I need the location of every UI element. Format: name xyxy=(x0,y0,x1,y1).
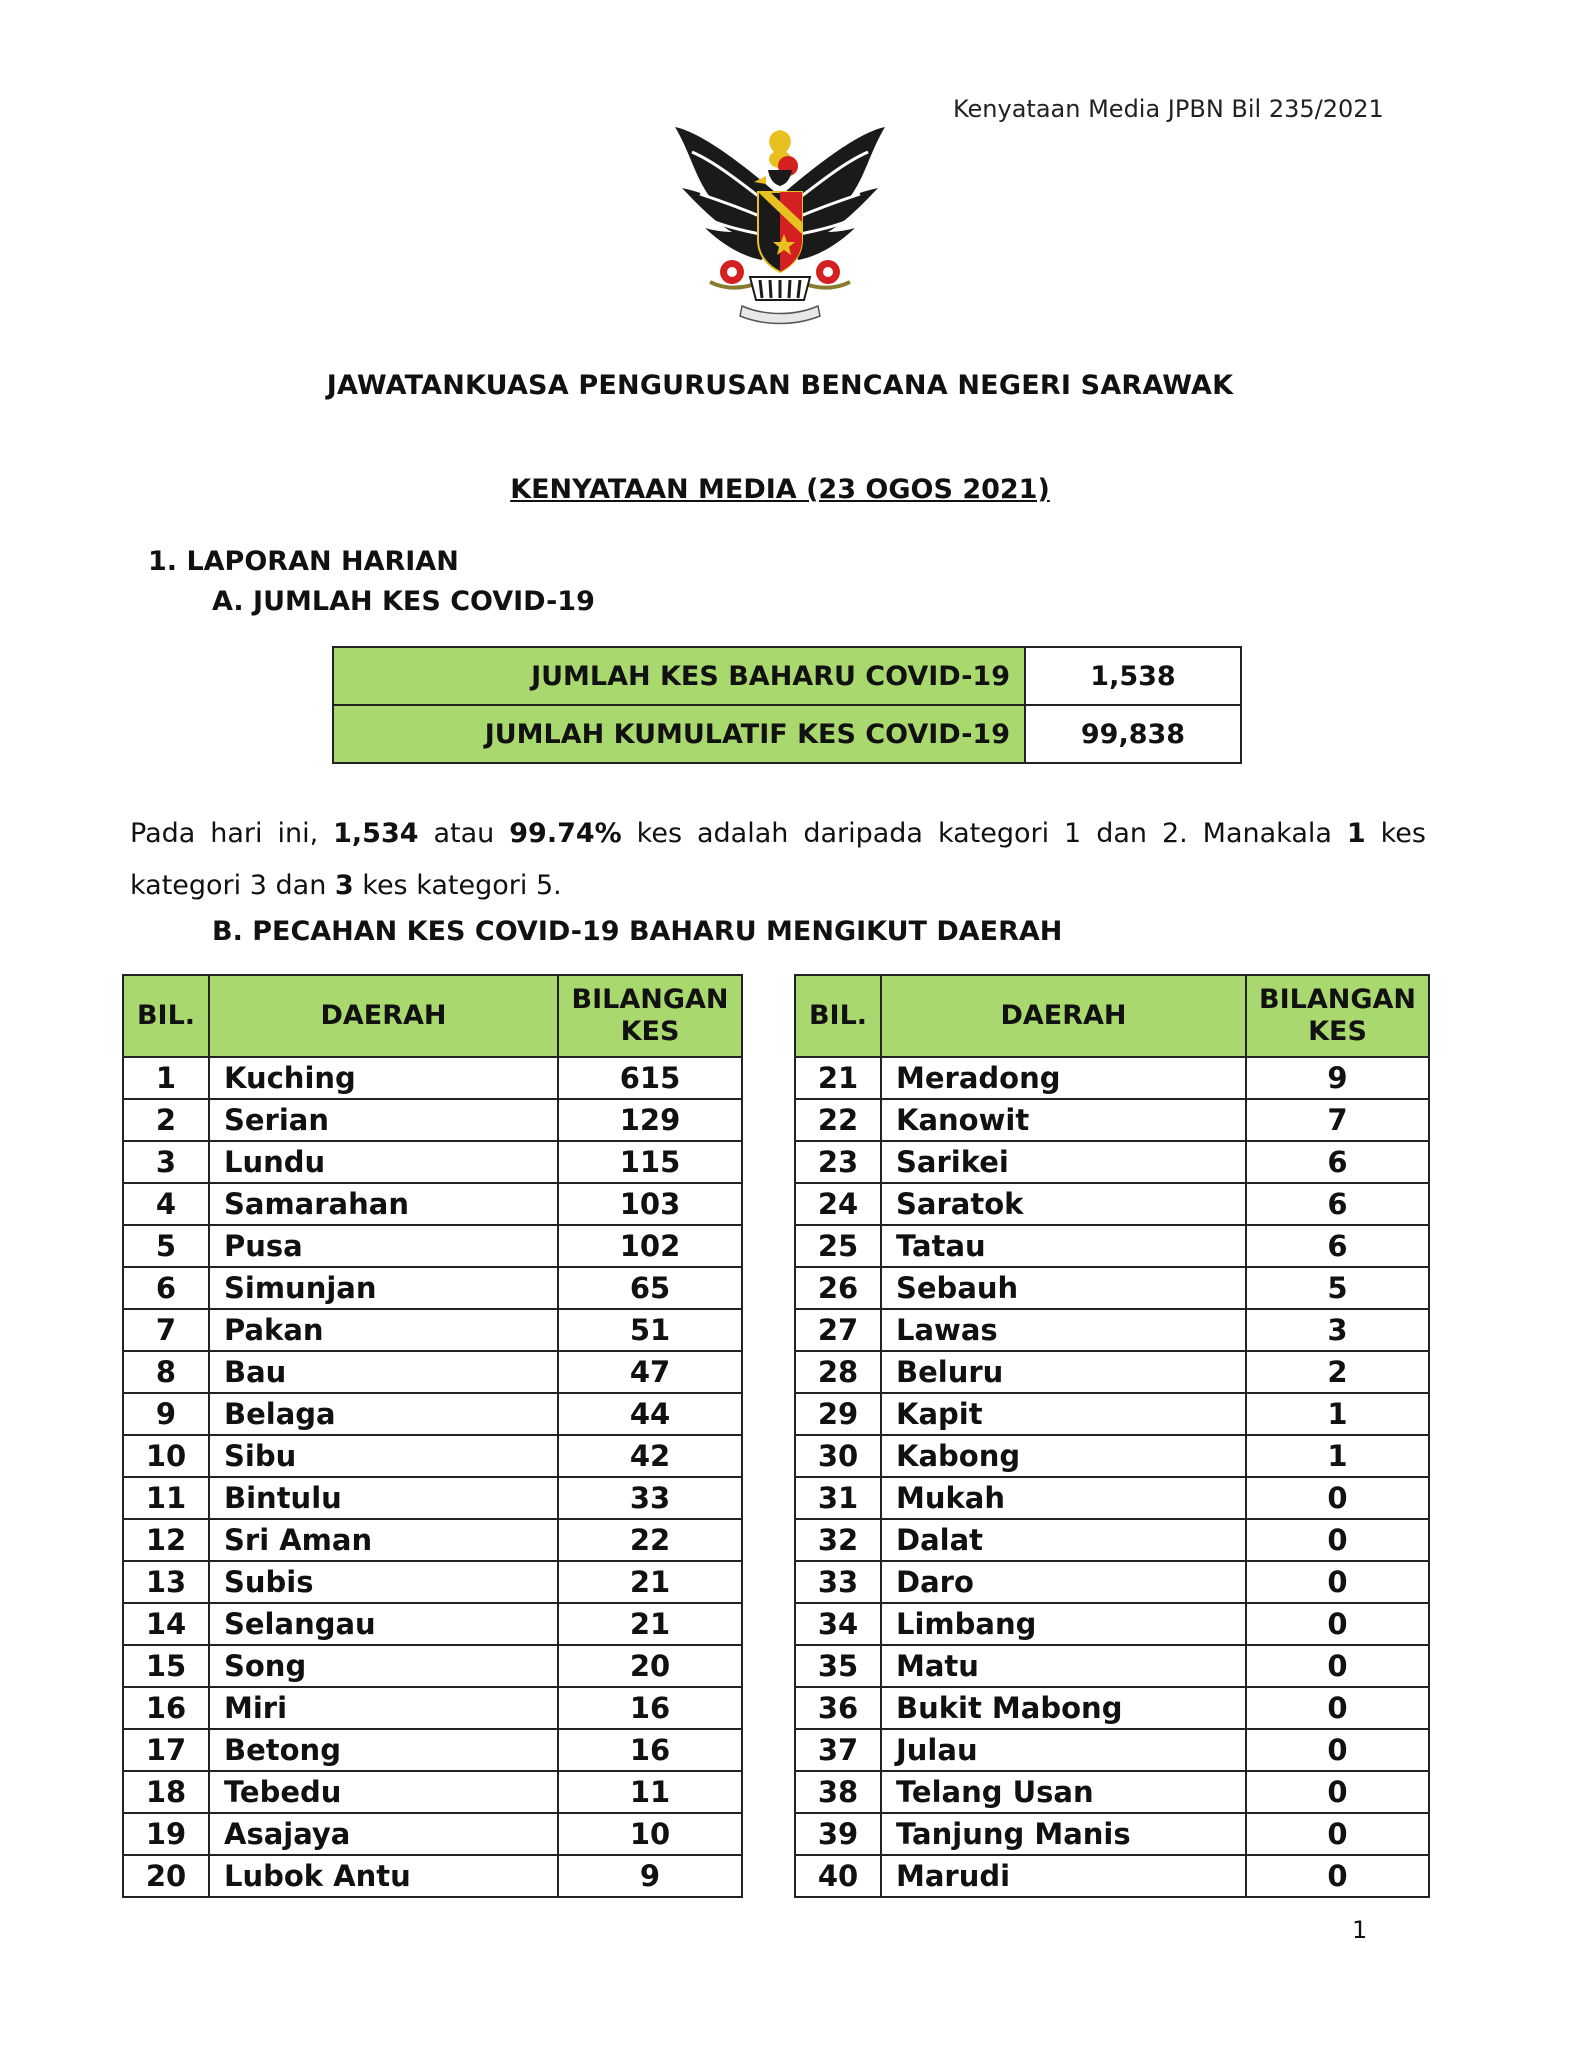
paragraph-text: kes kategori 3 dan xyxy=(130,818,1426,901)
table-row xyxy=(795,1099,1429,1141)
table-row xyxy=(123,1057,742,1099)
district-cases: 6 xyxy=(1246,1225,1429,1267)
page-number: 1 xyxy=(1352,1916,1368,1944)
district-cases: 9 xyxy=(1246,1057,1429,1099)
summary-table xyxy=(332,646,1242,764)
paragraph-percent: 99.74% xyxy=(509,818,622,849)
district-name: Saratok xyxy=(881,1183,1246,1225)
paragraph-text: kes adalah daripada kategori 1 dan 2. Manakala xyxy=(621,818,1347,849)
district-cases: 115 xyxy=(558,1141,742,1183)
header-kes: KES xyxy=(620,1016,680,1047)
district-cases: 0 xyxy=(1246,1561,1429,1603)
district-cases: 0 xyxy=(1246,1603,1429,1645)
table-row xyxy=(123,1561,742,1603)
district-name: Serian xyxy=(209,1099,558,1141)
district-number: 21 xyxy=(795,1057,881,1099)
district-name: Miri xyxy=(209,1687,558,1729)
table-row xyxy=(795,1267,1429,1309)
district-name: Daro xyxy=(881,1561,1246,1603)
table-row xyxy=(123,1771,742,1813)
district-table-body-right xyxy=(795,1057,1429,1897)
district-name: Betong xyxy=(209,1729,558,1771)
district-name: Lubok Antu xyxy=(209,1855,558,1897)
district-name: Kabong xyxy=(881,1435,1246,1477)
district-name: Asajaya xyxy=(209,1813,558,1855)
header-bil: BIL. xyxy=(795,975,881,1057)
organization-title: JAWATANKUASA PENGURUSAN BENCANA NEGERI SARAWAK xyxy=(326,370,1234,401)
district-name: Song xyxy=(209,1645,558,1687)
table-row xyxy=(795,1519,1429,1561)
table-row xyxy=(123,1645,742,1687)
district-cases: 0 xyxy=(1246,1771,1429,1813)
header-bilangan: BILANGAN xyxy=(571,984,729,1015)
table-row xyxy=(123,1099,742,1141)
district-name: Sarikei xyxy=(881,1141,1246,1183)
district-cases: 1 xyxy=(1246,1393,1429,1435)
district-number: 7 xyxy=(123,1309,209,1351)
district-number: 4 xyxy=(123,1183,209,1225)
district-name: Selangau xyxy=(209,1603,558,1645)
table-row xyxy=(795,1141,1429,1183)
district-table-body-left xyxy=(123,1057,742,1897)
district-cases: 3 xyxy=(1246,1309,1429,1351)
district-name: Bintulu xyxy=(209,1477,558,1519)
district-name: Sebauh xyxy=(881,1267,1246,1309)
table-row xyxy=(795,1729,1429,1771)
district-cases: 7 xyxy=(1246,1099,1429,1141)
district-number: 16 xyxy=(123,1687,209,1729)
statement-title: KENYATAAN MEDIA (23 OGOS 2021) xyxy=(510,474,1050,505)
district-number: 3 xyxy=(123,1141,209,1183)
table-header-row xyxy=(795,975,1429,1057)
table-row xyxy=(795,1393,1429,1435)
district-cases: 6 xyxy=(1246,1183,1429,1225)
sarawak-coat-of-arms-icon xyxy=(670,122,890,340)
district-cases: 129 xyxy=(558,1099,742,1141)
district-name: Sibu xyxy=(209,1435,558,1477)
district-number: 15 xyxy=(123,1645,209,1687)
table-row xyxy=(795,1603,1429,1645)
district-cases: 16 xyxy=(558,1687,742,1729)
district-number: 17 xyxy=(123,1729,209,1771)
district-number: 14 xyxy=(123,1603,209,1645)
district-cases: 0 xyxy=(1246,1519,1429,1561)
district-number: 6 xyxy=(123,1267,209,1309)
table-row xyxy=(795,1813,1429,1855)
district-name: Bukit Mabong xyxy=(881,1687,1246,1729)
district-number: 38 xyxy=(795,1771,881,1813)
section-heading-daily-report: 1. LAPORAN HARIAN xyxy=(148,546,459,577)
table-row xyxy=(795,1351,1429,1393)
district-name: Beluru xyxy=(881,1351,1246,1393)
district-number: 35 xyxy=(795,1645,881,1687)
district-name: Sri Aman xyxy=(209,1519,558,1561)
table-row xyxy=(795,1477,1429,1519)
header-bilangan: BILANGAN xyxy=(1259,984,1416,1015)
table-row xyxy=(795,1225,1429,1267)
district-name: Kanowit xyxy=(881,1099,1246,1141)
district-cases: 9 xyxy=(558,1855,742,1897)
district-number: 33 xyxy=(795,1561,881,1603)
table-row xyxy=(123,1435,742,1477)
table-row xyxy=(123,1309,742,1351)
district-cases: 16 xyxy=(558,1729,742,1771)
district-cases: 0 xyxy=(1246,1477,1429,1519)
district-number: 39 xyxy=(795,1813,881,1855)
paragraph-count-cat3: 1 xyxy=(1346,818,1366,849)
table-row xyxy=(795,1057,1429,1099)
district-cases: 0 xyxy=(1246,1729,1429,1771)
table-row xyxy=(123,1729,742,1771)
table-row xyxy=(795,1687,1429,1729)
header-bilangan-kes xyxy=(1246,975,1429,1057)
district-cases: 21 xyxy=(558,1603,742,1645)
district-number: 11 xyxy=(123,1477,209,1519)
district-number: 27 xyxy=(795,1309,881,1351)
table-row xyxy=(123,1477,742,1519)
district-table-right xyxy=(794,974,1430,1898)
district-name: Subis xyxy=(209,1561,558,1603)
district-number: 40 xyxy=(795,1855,881,1897)
table-row xyxy=(123,1687,742,1729)
district-cases: 2 xyxy=(1246,1351,1429,1393)
table-header-row xyxy=(123,975,742,1057)
district-number: 13 xyxy=(123,1561,209,1603)
cumulative-cases-label: JUMLAH KUMULATIF KES COVID-19 xyxy=(333,705,1025,763)
table-row xyxy=(123,1855,742,1897)
summary-row-new xyxy=(333,647,1241,705)
district-name: Telang Usan xyxy=(881,1771,1246,1813)
table-row xyxy=(795,1183,1429,1225)
district-number: 36 xyxy=(795,1687,881,1729)
section-heading-district-breakdown: B. PECAHAN KES COVID-19 BAHARU MENGIKUT DAERAH xyxy=(212,916,1063,947)
table-row xyxy=(795,1561,1429,1603)
district-name: Julau xyxy=(881,1729,1246,1771)
district-cases: 21 xyxy=(558,1561,742,1603)
district-number: 37 xyxy=(795,1729,881,1771)
header-daerah: DAERAH xyxy=(209,975,558,1057)
header-bilangan-kes xyxy=(558,975,742,1057)
district-number: 26 xyxy=(795,1267,881,1309)
paragraph-text: atau xyxy=(418,818,510,849)
paragraph-text: Pada hari ini, xyxy=(130,818,334,849)
table-row xyxy=(795,1645,1429,1687)
district-number: 12 xyxy=(123,1519,209,1561)
district-cases: 65 xyxy=(558,1267,742,1309)
district-number: 34 xyxy=(795,1603,881,1645)
district-name: Matu xyxy=(881,1645,1246,1687)
district-name: Pusa xyxy=(209,1225,558,1267)
district-name: Mukah xyxy=(881,1477,1246,1519)
district-name: Belaga xyxy=(209,1393,558,1435)
paragraph-text: kes kategori 5. xyxy=(353,870,562,901)
district-number: 5 xyxy=(123,1225,209,1267)
district-number: 1 xyxy=(123,1057,209,1099)
district-number: 30 xyxy=(795,1435,881,1477)
district-number: 8 xyxy=(123,1351,209,1393)
district-number: 23 xyxy=(795,1141,881,1183)
table-row xyxy=(123,1183,742,1225)
district-name: Meradong xyxy=(881,1057,1246,1099)
district-cases: 47 xyxy=(558,1351,742,1393)
district-number: 19 xyxy=(123,1813,209,1855)
district-number: 22 xyxy=(795,1099,881,1141)
district-name: Tebedu xyxy=(209,1771,558,1813)
paragraph-count-cat5: 3 xyxy=(334,870,354,901)
district-cases: 33 xyxy=(558,1477,742,1519)
district-cases: 0 xyxy=(1246,1855,1429,1897)
district-number: 10 xyxy=(123,1435,209,1477)
district-name: Samarahan xyxy=(209,1183,558,1225)
district-name: Marudi xyxy=(881,1855,1246,1897)
district-cases: 103 xyxy=(558,1183,742,1225)
section-heading-total-cases: A. JUMLAH KES COVID-19 xyxy=(212,586,595,617)
district-name: Kuching xyxy=(209,1057,558,1099)
table-row xyxy=(123,1267,742,1309)
district-number: 9 xyxy=(123,1393,209,1435)
district-cases: 10 xyxy=(558,1813,742,1855)
district-number: 24 xyxy=(795,1183,881,1225)
district-name: Tatau xyxy=(881,1225,1246,1267)
district-number: 28 xyxy=(795,1351,881,1393)
district-name: Dalat xyxy=(881,1519,1246,1561)
district-name: Tanjung Manis xyxy=(881,1813,1246,1855)
district-cases: 5 xyxy=(1246,1267,1429,1309)
table-row xyxy=(123,1603,742,1645)
document-reference: Kenyataan Media JPBN Bil 235/2021 xyxy=(953,95,1384,123)
district-cases: 6 xyxy=(1246,1141,1429,1183)
district-cases: 102 xyxy=(558,1225,742,1267)
table-row xyxy=(123,1225,742,1267)
new-cases-value: 1,538 xyxy=(1025,647,1241,705)
header-daerah: DAERAH xyxy=(881,975,1246,1057)
district-number: 29 xyxy=(795,1393,881,1435)
header-kes: KES xyxy=(1308,1016,1367,1047)
district-table-left xyxy=(122,974,743,1898)
table-row xyxy=(795,1435,1429,1477)
district-name: Lawas xyxy=(881,1309,1246,1351)
district-cases: 0 xyxy=(1246,1687,1429,1729)
district-cases: 44 xyxy=(558,1393,742,1435)
district-cases: 20 xyxy=(558,1645,742,1687)
district-name: Limbang xyxy=(881,1603,1246,1645)
table-row xyxy=(123,1141,742,1183)
cumulative-cases-value: 99,838 xyxy=(1025,705,1241,763)
header-bil: BIL. xyxy=(123,975,209,1057)
district-cases: 615 xyxy=(558,1057,742,1099)
table-row xyxy=(123,1519,742,1561)
district-cases: 1 xyxy=(1246,1435,1429,1477)
district-cases: 11 xyxy=(558,1771,742,1813)
district-name: Simunjan xyxy=(209,1267,558,1309)
district-number: 20 xyxy=(123,1855,209,1897)
district-number: 25 xyxy=(795,1225,881,1267)
district-cases: 42 xyxy=(558,1435,742,1477)
district-name: Bau xyxy=(209,1351,558,1393)
category-paragraph xyxy=(130,808,1426,912)
table-row xyxy=(123,1351,742,1393)
new-cases-label: JUMLAH KES BAHARU COVID-19 xyxy=(333,647,1025,705)
district-cases: 51 xyxy=(558,1309,742,1351)
district-number: 32 xyxy=(795,1519,881,1561)
district-name: Pakan xyxy=(209,1309,558,1351)
district-name: Lundu xyxy=(209,1141,558,1183)
district-cases: 0 xyxy=(1246,1813,1429,1855)
table-row xyxy=(123,1813,742,1855)
paragraph-count-cat12: 1,534 xyxy=(333,818,419,849)
district-number: 31 xyxy=(795,1477,881,1519)
district-number: 2 xyxy=(123,1099,209,1141)
table-row xyxy=(123,1393,742,1435)
table-row xyxy=(795,1309,1429,1351)
district-cases: 22 xyxy=(558,1519,742,1561)
summary-row-cumulative xyxy=(333,705,1241,763)
district-number: 18 xyxy=(123,1771,209,1813)
table-row xyxy=(795,1771,1429,1813)
district-cases: 0 xyxy=(1246,1645,1429,1687)
table-row xyxy=(795,1855,1429,1897)
district-name: Kapit xyxy=(881,1393,1246,1435)
